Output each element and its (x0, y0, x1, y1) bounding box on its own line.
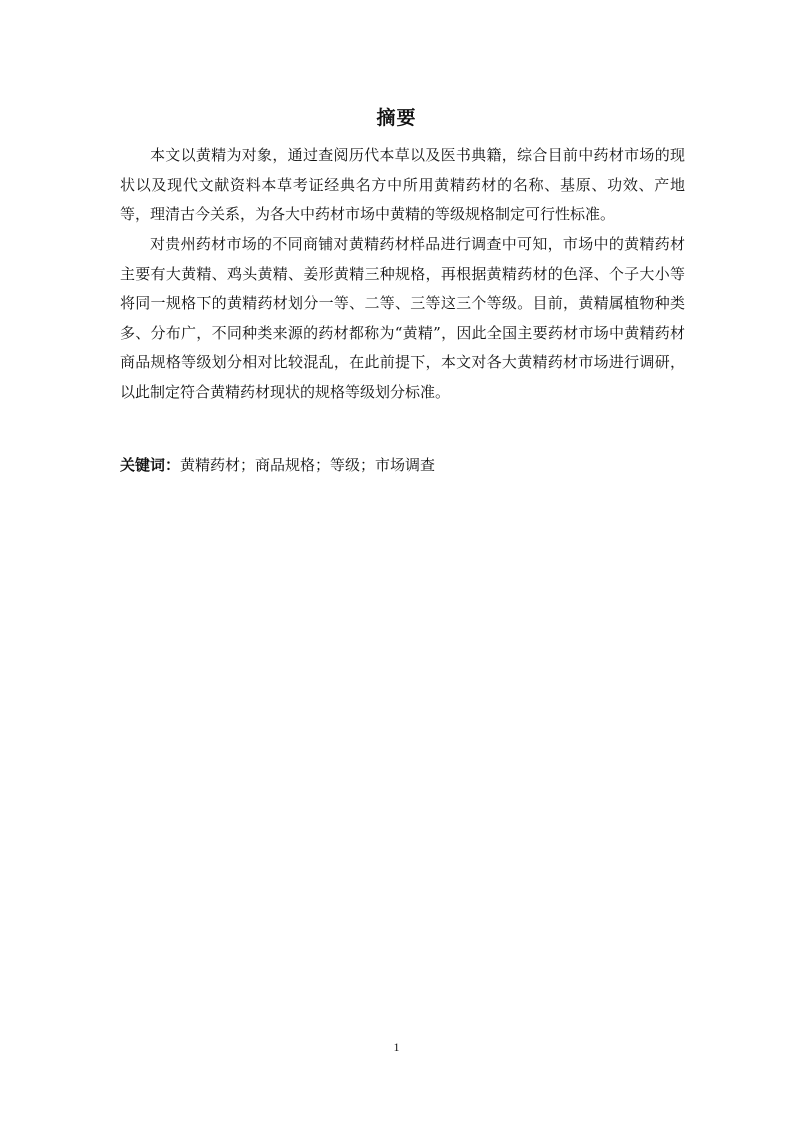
keywords-text: 黄精药材；商品规格；等级；市场调查 (180, 456, 436, 474)
abstract-paragraph-2: 对贵州药材市场的不同商铺对黄精药材样品进行调查中可知，市场中的黄精药材主要有大黄精、鸡头黄精、姜形黄精三种规格，再根据黄精药材的色泽、个子大小等将同一规格下的黄精药材划分一等、二等、三等这三个等级。目前，黄精属植物种类多、分布广，不同种类来源的药材都称为“黄精”，因此全国主要药材市场中黄精药材商品规格等级划分相对比较混乱，在此前提下，本文对各大黄精药材市场进行调研，以此制定符合黄精药材现状的规格等级划分标准。 (120, 235, 685, 401)
abstract-paragraph-1: 本文以黄精为对象，通过查阅历代本草以及医书典籍，综合目前中药材市场的现状以及现代文献资料本草考证经典名方中所用黄精药材的名称、基原、功效、产地等，理清古今关系，为各大中药材市场中黄精的等级规格制定可行性标准。 (120, 146, 685, 223)
keywords-label: 关键词： (120, 456, 181, 474)
page-number: 1 (393, 1040, 400, 1054)
keywords-line (120, 452, 685, 478)
page-title: 摘要 (376, 107, 417, 129)
